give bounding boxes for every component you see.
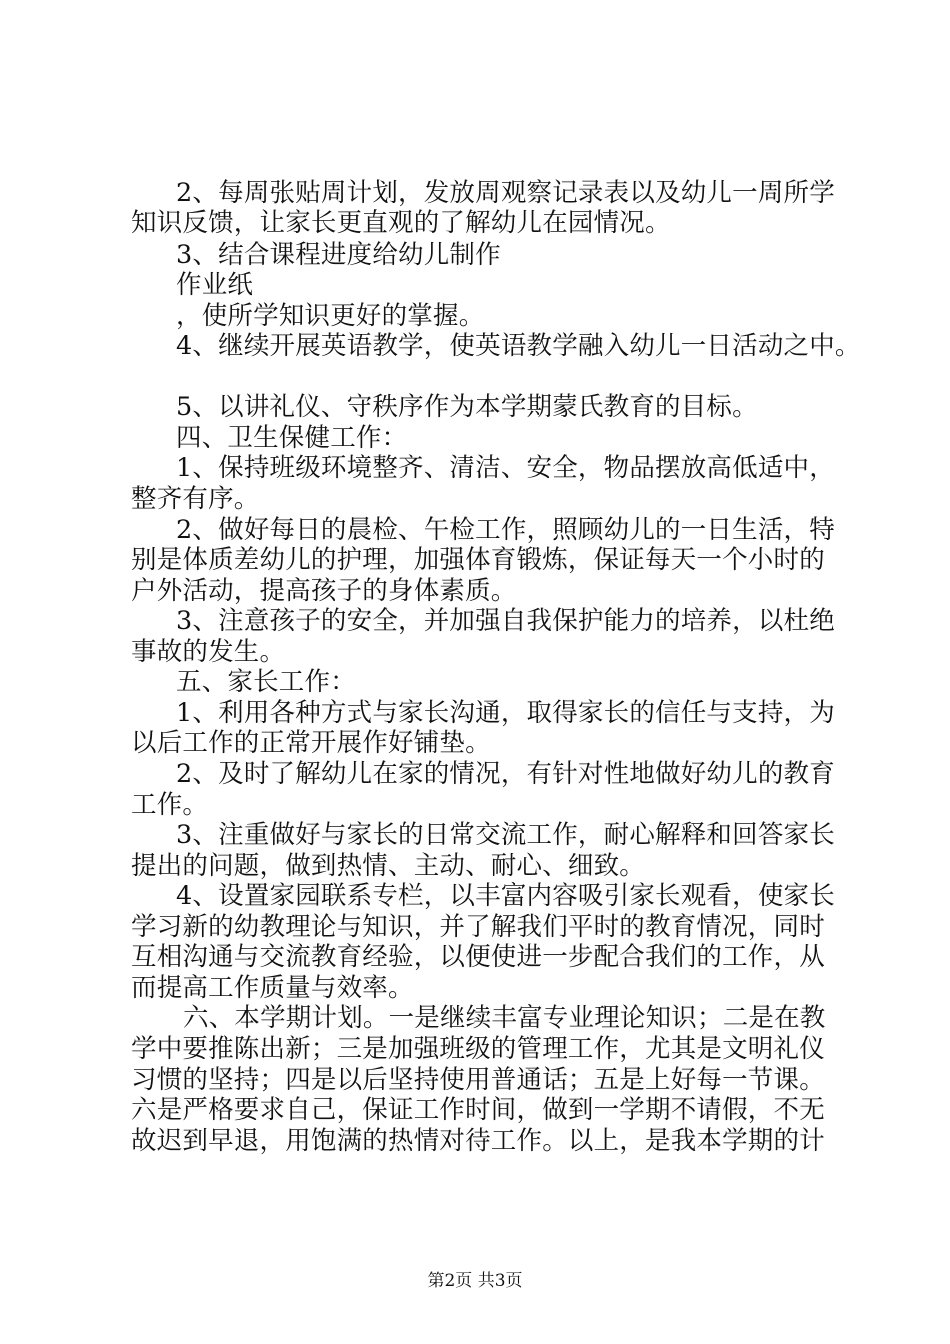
text-line: 别是体质差幼儿的护理，加强体育锻炼，保证每天一个小时的 (131, 545, 825, 575)
text-line: 知识反馈，让家长更直观的了解幼儿在园情况。 (131, 208, 671, 238)
text-line: 2、及时了解幼儿在家的情况，有针对性地做好幼儿的教育 (176, 759, 835, 789)
section-heading: 四、卫生保健工作： (176, 423, 408, 453)
text-line: 3、注重做好与家长的日常交流工作，耐心解释和回答家长 (176, 820, 835, 850)
text-line: ，使所学知识更好的掌握。 (176, 301, 485, 331)
text-line: 5、以讲礼仪、守秩序作为本学期蒙氏教育的目标。 (176, 392, 758, 422)
text-line: 习惯的坚持；四是以后坚持使用普通话；五是上好每一节课。 (131, 1065, 825, 1095)
text-line: 学中要推陈出新；三是加强班级的管理工作，尤其是文明礼仪 (131, 1034, 825, 1064)
text-line: 2、每周张贴周计划，发放周观察记录表以及幼儿一周所学 (176, 178, 835, 208)
text-line: 而提高工作质量与效率。 (131, 973, 414, 1003)
text-line: 2、做好每日的晨检、午检工作，照顾幼儿的一日生活，特 (176, 515, 835, 545)
text-line: 整齐有序。 (131, 484, 260, 514)
section-heading: 六、本学期计划。一是继续丰富专业理论知识；二是在教 (183, 1003, 826, 1033)
text-line: 1、利用各种方式与家长沟通，取得家长的信任与支持，为 (176, 698, 835, 728)
text-line: 4、设置家园联系专栏，以丰富内容吸引家长观看，使家长 (176, 881, 835, 911)
text-line: 以后工作的正常开展作好铺垫。 (131, 728, 491, 758)
page-number-footer: 第2页 共3页 (427, 1271, 523, 1291)
text-line: 4、继续开展英语教学，使英语教学融入幼儿一日活动之中。 (176, 331, 861, 361)
text-line: 作业纸 (176, 270, 254, 300)
text-line: 工作。 (131, 790, 209, 820)
text-line: 3、注意孩子的安全，并加强自我保护能力的培养，以杜绝 (176, 606, 835, 636)
text-line: 3、结合课程进度给幼儿制作 (176, 240, 501, 270)
section-heading: 五、家长工作： (176, 667, 356, 697)
text-line: 互相沟通与交流教育经验，以便使进一步配合我们的工作，从 (131, 942, 825, 972)
text-line: 提出的问题，做到热情、主动、耐心、细致。 (131, 851, 646, 881)
text-line: 户外活动，提高孩子的身体素质。 (131, 576, 517, 606)
text-line: 1、保持班级环境整齐、清洁、安全，物品摆放高低适中， (176, 453, 835, 483)
text-line: 事故的发生。 (131, 637, 286, 667)
text-line: 六是严格要求自己，保证工作时间，做到一学期不请假，不无 (131, 1095, 825, 1125)
text-line: 故迟到早退，用饱满的热情对待工作。以上，是我本学期的计 (131, 1126, 825, 1156)
text-line: 学习新的幼教理论与知识，并了解我们平时的教育情况，同时 (131, 912, 825, 942)
